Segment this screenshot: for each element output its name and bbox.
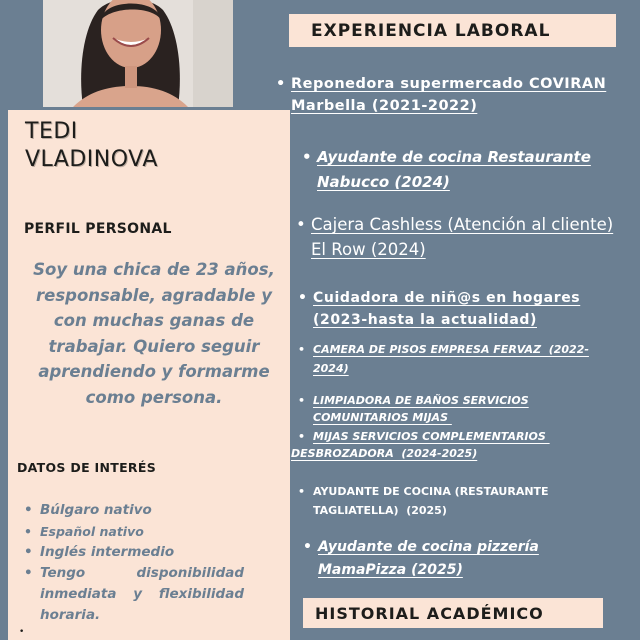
job-title: Ayudante de cocina pizzería xyxy=(318,539,539,555)
list-item: • Español nativo xyxy=(24,521,244,542)
job-item[interactable] xyxy=(303,536,539,582)
job-title: LIMPIADORA DE BAÑOS SERVICIOS xyxy=(313,394,529,407)
job-detail: (2023-hasta la actualidad) xyxy=(313,312,537,328)
candidate-name xyxy=(25,118,158,174)
job-item[interactable] xyxy=(276,73,607,117)
bullet-icon: • xyxy=(298,485,306,498)
bullet-icon: • xyxy=(303,539,312,555)
job-detail: DESBROZADORA (2024-2025) xyxy=(291,447,478,460)
job-item[interactable] xyxy=(296,212,614,262)
bullet-icon: • xyxy=(276,76,286,92)
job-detail: TAGLIATELLA) (2025) xyxy=(313,504,447,517)
job-detail: COMUNITARIOS MIJAS xyxy=(313,411,452,424)
job-item[interactable] xyxy=(298,287,581,331)
job-item[interactable] xyxy=(298,392,529,426)
small-dot: • xyxy=(19,627,25,637)
job-item[interactable] xyxy=(302,145,591,195)
list-item: • Inglés intermedio xyxy=(24,542,244,563)
historial-academico-header xyxy=(303,598,603,628)
job-detail: Nabucco (2024) xyxy=(317,173,450,191)
perfil-personal-text: Soy una chica de 23 años, responsable, agradable y con muchas ganas de trabajar. Quiero seguir aprendiendo y formarme como persona. xyxy=(33,260,275,407)
perfil-personal-heading: PERFIL PERSONAL xyxy=(24,221,172,237)
datos-de-interes-list xyxy=(24,500,244,626)
job-detail: MamaPizza (2025) xyxy=(318,562,463,578)
job-title: Cuidadora de niñ@s en hogares xyxy=(313,290,581,306)
section-title: HISTORIAL ACADÉMICO xyxy=(315,603,544,623)
list-item: • Tengo disponibilidad inmediata y flexibilidad horaria. xyxy=(24,563,244,626)
name-first: TEDI xyxy=(25,119,78,144)
list-item: • Búlgaro nativo xyxy=(24,500,244,521)
job-title: Ayudante de cocina Restaurante xyxy=(317,148,591,166)
datos-de-interes-heading: DATOS DE INTERÉS xyxy=(17,460,156,475)
job-detail: 2024) xyxy=(313,362,349,375)
bullet-icon: • xyxy=(302,148,312,166)
bullet-icon: • xyxy=(298,290,308,306)
job-item[interactable] xyxy=(298,340,589,378)
job-title: Cajera Cashless (Atención al cliente) xyxy=(311,215,614,234)
profile-photo-image xyxy=(43,0,233,107)
job-detail: El Row (2024) xyxy=(311,240,426,259)
experiencia-laboral-header xyxy=(289,14,616,47)
job-title: AYUDANTE DE COCINA (RESTAURANTE xyxy=(313,485,549,498)
job-item[interactable] xyxy=(291,428,550,462)
job-detail: Marbella (2021-2022) xyxy=(291,98,478,114)
section-title: EXPERIENCIA LABORAL xyxy=(311,20,551,41)
bullet-icon: • xyxy=(296,215,306,234)
job-item[interactable] xyxy=(298,482,549,520)
bullet-icon: • xyxy=(298,343,306,356)
bullet-icon: • xyxy=(298,430,306,443)
job-title: MIJAS SERVICIOS COMPLEMENTARIOS xyxy=(313,430,550,443)
name-last: VLADINOVA xyxy=(25,147,158,172)
job-title: Reponedora supermercado COVIRAN xyxy=(291,76,607,92)
bullet-icon: • xyxy=(298,394,306,407)
profile-photo xyxy=(43,0,233,107)
job-title: CAMERA DE PISOS EMPRESA FERVAZ (2022- xyxy=(313,343,589,356)
